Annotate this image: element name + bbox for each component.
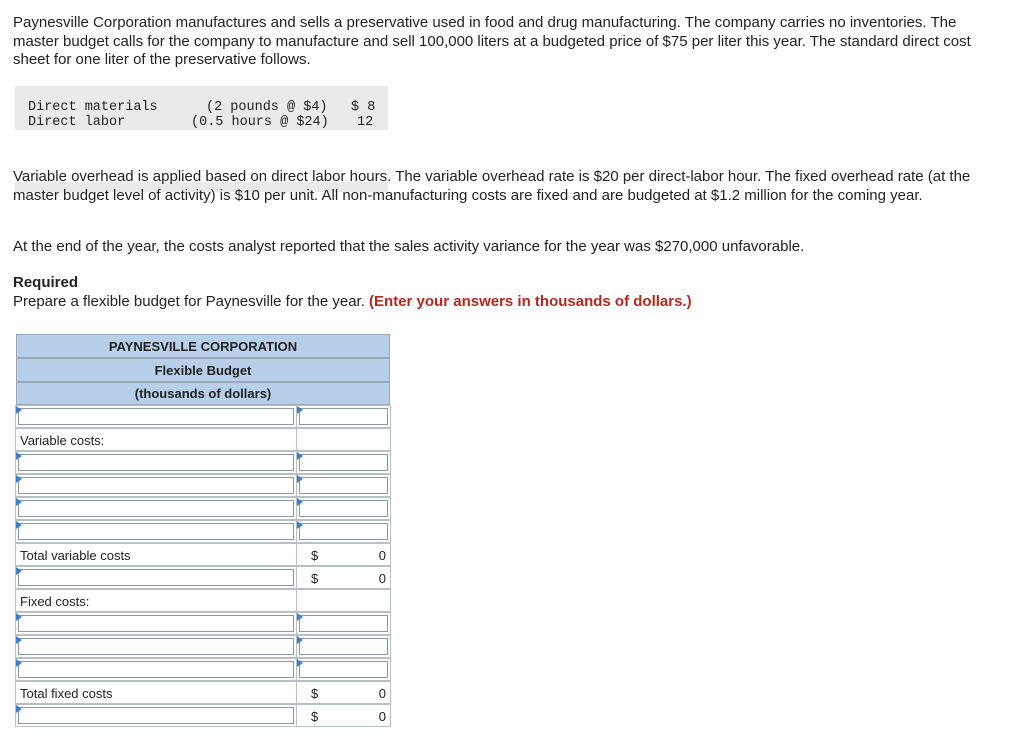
input-marker-icon	[16, 452, 22, 460]
variable-cost-amount-input[interactable]	[299, 477, 388, 494]
required-text: Prepare a flexible budget for Paynesville for the year.	[13, 293, 365, 310]
table-row	[15, 704, 391, 727]
table-row	[15, 451, 391, 474]
table-row	[15, 474, 391, 497]
table-row	[15, 428, 391, 451]
table-units: (thousands of dollars)	[16, 382, 390, 405]
input-marker-icon	[16, 613, 22, 621]
input-marker-icon	[297, 636, 303, 644]
input-marker-icon	[16, 521, 22, 529]
variable-costs-label: Variable costs:	[20, 433, 105, 448]
flexible-budget-table	[15, 334, 391, 734]
variance-paragraph: At the end of the year, the costs analyst reported that the sales activity variance for the year was $270,000 unfavorable.	[13, 238, 805, 255]
table-row	[15, 635, 391, 658]
operating-profit-value: 0	[378, 709, 386, 724]
fixed-cost-item-input[interactable]	[18, 661, 294, 678]
contribution-label-input[interactable]	[18, 569, 294, 586]
input-marker-icon	[16, 636, 22, 644]
cost-amount-labor: 12	[357, 115, 374, 130]
cost-detail-materials: (2 pounds @ $4)	[206, 100, 328, 115]
table-subtitle: Flexible Budget	[16, 358, 390, 382]
input-marker-icon	[297, 613, 303, 621]
table-row	[15, 405, 391, 428]
input-marker-icon	[16, 567, 22, 575]
table-row	[15, 497, 391, 520]
input-marker-icon	[297, 659, 303, 667]
variable-cost-item-input[interactable]	[18, 477, 294, 494]
table-row	[15, 589, 391, 612]
amount-input[interactable]	[299, 408, 388, 425]
required-heading: Required	[13, 274, 79, 291]
problem-intro: Paynesville Corporation manufactures and sells a preservative used in food and drug manufacturing. The company carries no inventories. The master budget calls for the company to manufacture and sell 100,000 liters at a budgeted price of $75 per liter this year. The standard direct cost sheet for one liter of the preservative follows.	[13, 14, 971, 68]
cost-detail-labor: (0.5 hours @ $24)	[191, 115, 329, 130]
input-marker-icon	[16, 475, 22, 483]
table-title: PAYNESVILLE CORPORATION	[16, 334, 390, 358]
input-marker-icon	[16, 705, 22, 713]
currency-symbol: $	[311, 686, 319, 701]
fixed-cost-amount-input[interactable]	[299, 615, 388, 632]
input-marker-icon	[16, 406, 22, 414]
table-row	[15, 566, 391, 589]
input-marker-icon	[297, 406, 303, 414]
currency-symbol: $	[311, 709, 319, 724]
line-item-input[interactable]	[18, 408, 294, 425]
fixed-cost-item-input[interactable]	[18, 615, 294, 632]
fixed-cost-item-input[interactable]	[18, 638, 294, 655]
fixed-cost-amount-input[interactable]	[299, 661, 388, 678]
input-marker-icon	[297, 498, 303, 506]
cost-amount-materials: $ 8	[351, 100, 376, 115]
table-row	[15, 612, 391, 635]
table-row	[15, 543, 391, 566]
variable-cost-amount-input[interactable]	[299, 523, 388, 540]
variable-cost-amount-input[interactable]	[299, 454, 388, 471]
fixed-cost-amount-input[interactable]	[299, 638, 388, 655]
variable-cost-item-input[interactable]	[18, 454, 294, 471]
input-marker-icon	[16, 498, 22, 506]
fixed-costs-label: Fixed costs:	[20, 594, 90, 609]
total-variable-costs-value: 0	[378, 548, 386, 563]
variable-cost-item-input[interactable]	[18, 523, 294, 540]
overhead-paragraph: Variable overhead is applied based on direct labor hours. The variable overhead rate is $20 per direct-labor hour. The fixed overhead rate (at the master budget level of activity) is $10 per unit. All non-manufacturing costs are fixed and are budgeted at $1.2 million for the coming year.	[13, 168, 971, 204]
cost-item-labor: Direct labor	[28, 115, 126, 130]
total-fixed-costs-value: 0	[378, 686, 386, 701]
total-variable-costs-label: Total variable costs	[20, 548, 131, 563]
total-fixed-costs-label: Total fixed costs	[20, 686, 113, 701]
table-row	[15, 658, 391, 681]
input-marker-icon	[16, 659, 22, 667]
table-row	[15, 681, 391, 704]
required-instructions	[13, 293, 692, 310]
cost-item-materials: Direct materials	[28, 100, 158, 115]
variable-cost-item-input[interactable]	[18, 500, 294, 517]
operating-profit-label-input[interactable]	[18, 707, 294, 724]
contribution-value: 0	[378, 571, 386, 586]
input-marker-icon	[297, 475, 303, 483]
input-marker-icon	[297, 452, 303, 460]
currency-symbol: $	[311, 548, 319, 563]
currency-symbol: $	[311, 571, 319, 586]
table-row	[15, 520, 391, 543]
required-note: (Enter your answers in thousands of dollars.)	[369, 293, 692, 310]
input-marker-icon	[297, 521, 303, 529]
variable-cost-amount-input[interactable]	[299, 500, 388, 517]
